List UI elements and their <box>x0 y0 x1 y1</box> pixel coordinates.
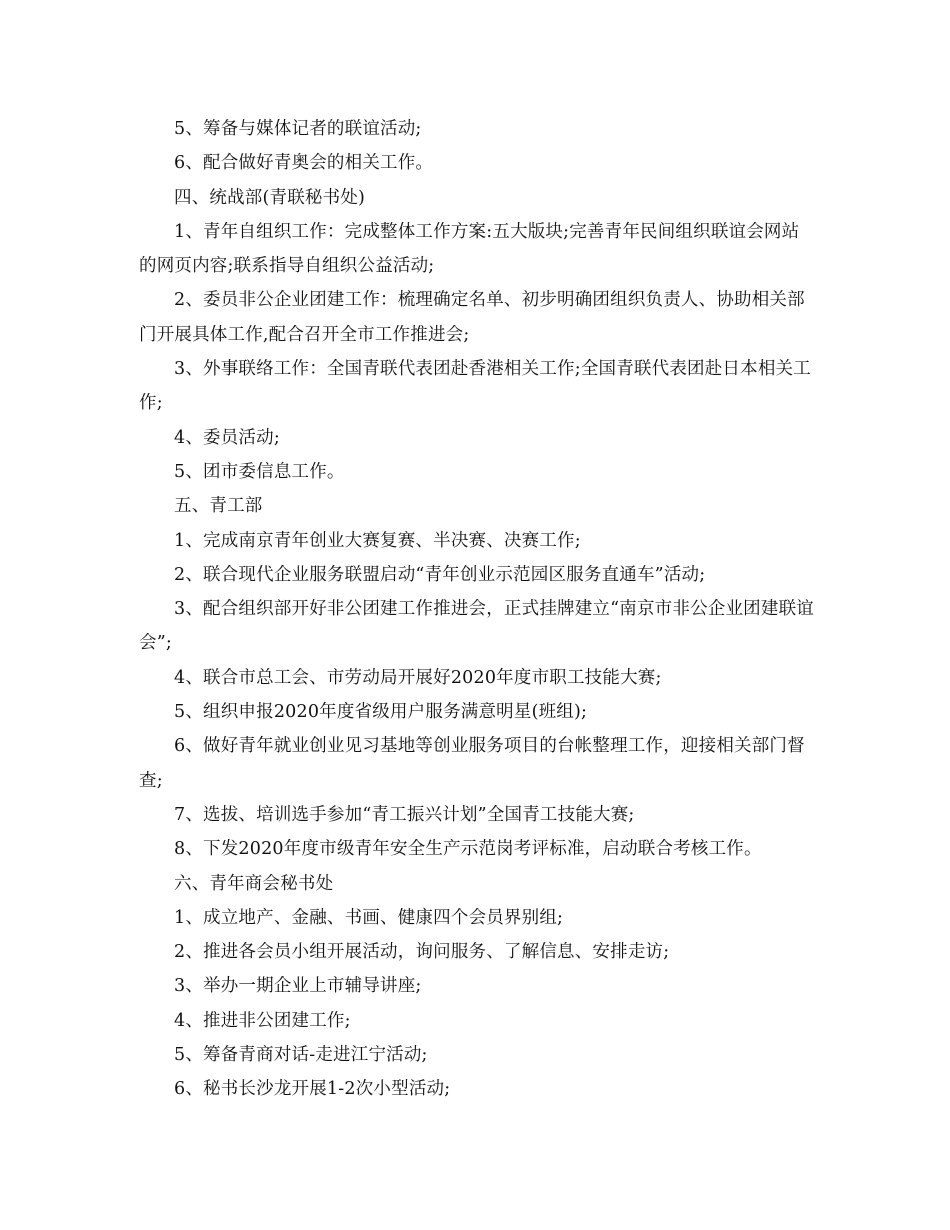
paragraph: 5、团市委信息工作。 <box>174 461 345 482</box>
paragraph: 4、推进非公团建工作; <box>174 1010 351 1031</box>
paragraph: 3、配合组织部开好非公团建工作推进会，正式挂牌建立“南京市非公企业团建联谊会”; <box>139 599 814 654</box>
paragraph: 1、完成南京青年创业大赛复赛、半决赛、决赛工作; <box>174 530 581 551</box>
section-heading: 五、青工部 <box>174 496 263 517</box>
paragraph: 6、配合做好青奥会的相关工作。 <box>174 153 434 174</box>
paragraph: 5、组织申报2020年度省级用户服务满意明星(班组); <box>174 702 588 723</box>
paragraph: 5、筹备与媒体记者的联谊活动; <box>174 119 422 139</box>
paragraph: 1、成立地产、金融、书画、健康四个会员界别组; <box>174 907 564 928</box>
section-heading: 四、统战部(青联秘书处) <box>174 187 366 208</box>
paragraph: 6、做好青年就业创业见习基地等创业服务项目的台帐整理工作，迎接相关部门督查; <box>139 736 805 791</box>
paragraph: 4、联合市总工会、市劳动局开展好2020年度市职工技能大赛; <box>174 667 662 688</box>
paragraph: 2、推进各会员小组开展活动，询问服务、了解信息、安排走访; <box>174 942 670 963</box>
paragraph: 3、举办一期企业上市辅导讲座; <box>174 976 422 997</box>
paragraph: 5、筹备青商对话-走进江宁活动; <box>174 1045 428 1066</box>
document-body <box>139 112 816 1107</box>
paragraph: 1、青年自组织工作：完成整体工作方案:五大版块;完善青年民间组织联谊会网站的网页内容;联系指导自组织公益活动; <box>139 221 800 277</box>
paragraph: 8、下发2020年度市级青年安全生产示范岗考评标准，启动联合考核工作。 <box>174 839 762 860</box>
paragraph: 2、联合现代企业服务联盟启动“青年创业示范园区服务直通车”活动; <box>174 564 706 585</box>
section-heading: 六、青年商会秘书处 <box>174 873 334 894</box>
paragraph: 3、外事联络工作：全国青联代表团赴香港相关工作;全国青联代表团赴日本相关工作; <box>139 359 811 414</box>
paragraph: 7、选拔、培训选手参加“青工振兴计划”全国青工技能大赛; <box>174 804 635 825</box>
paragraph: 6、秘书长沙龙开展1-2次小型活动; <box>174 1079 451 1100</box>
paragraph: 4、委员活动; <box>174 427 280 448</box>
paragraph: 2、委员非公企业团建工作：梳理确定名单、初步明确团组织负责人、协助相关部门开展具体工作,配合召开全市工作推进会; <box>139 290 805 345</box>
